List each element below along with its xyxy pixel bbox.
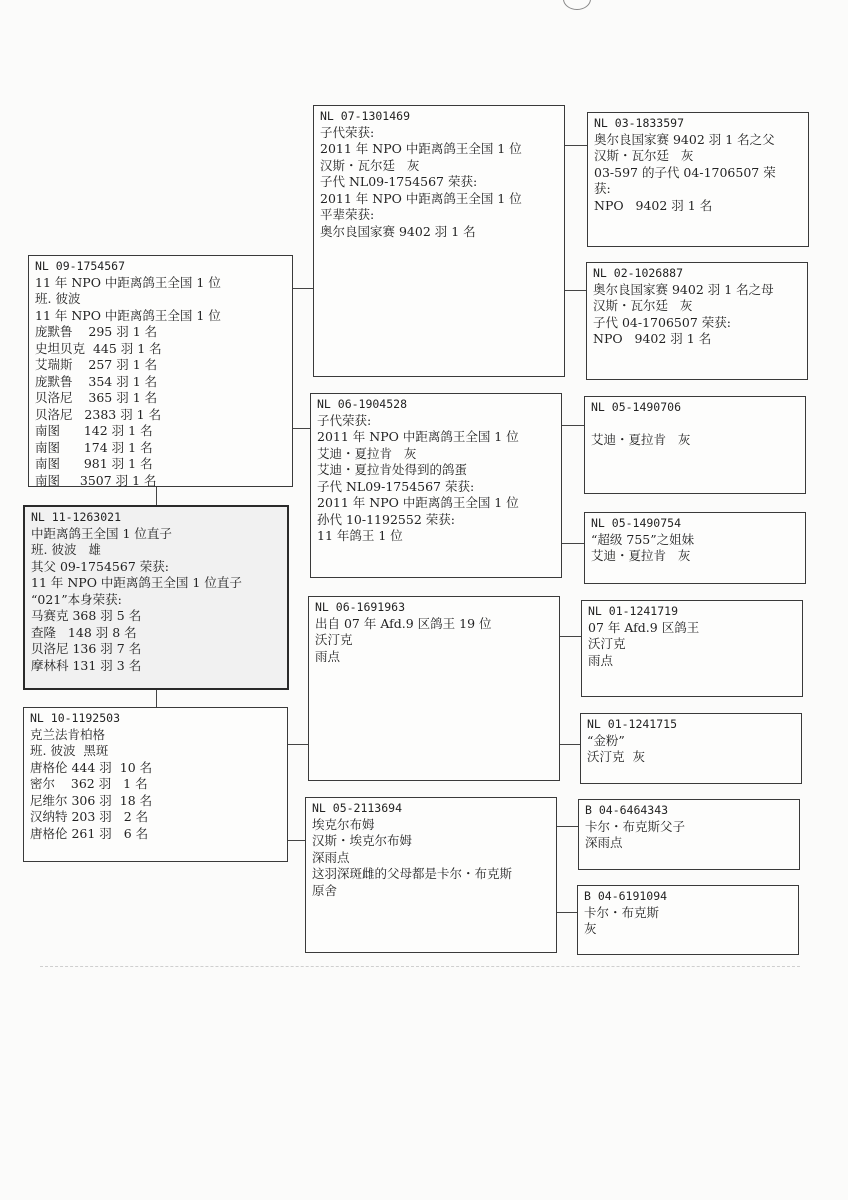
connector-subject-dam <box>156 690 157 707</box>
text-line: 原舍 <box>312 882 338 898</box>
text-line: 07 年 Afd.9 区鸽王 <box>588 619 700 635</box>
text-line: 贝洛尼 365 羽 1 名 <box>35 390 158 405</box>
text-line: 灰 <box>584 921 597 936</box>
text-line: 子代荣获: <box>317 412 372 428</box>
text-line: 卡尔・布克斯 <box>584 904 660 920</box>
sdd-card <box>584 512 806 584</box>
achievement-lines <box>587 733 795 766</box>
text-line: 艾迪・夏拉肯 灰 <box>591 432 691 447</box>
text-line: 庞默鲁 295 羽 1 名 <box>35 324 158 339</box>
ring-number: NL 05-1490706 <box>591 400 682 414</box>
text-line: 子代荣获: <box>320 124 375 140</box>
ring-number: NL 09-1754567 <box>35 259 126 273</box>
text-line: 中距离鸽王全国 1 位直子 <box>31 525 172 541</box>
achievement-lines <box>320 125 558 241</box>
achievement-lines <box>315 616 553 666</box>
dsd-card <box>580 713 802 784</box>
text-line: 史坦贝克 445 羽 1 名 <box>35 340 162 356</box>
text-line: 贝洛尼 136 羽 7 名 <box>31 641 142 656</box>
text-line: 这羽深斑雌的父母都是卡尔・布克斯 <box>312 866 513 881</box>
ring-number: NL 05-2113694 <box>312 801 403 815</box>
text-line: 奥尔良国家赛 9402 羽 1 名 <box>320 223 476 239</box>
ring-number: B 04-6191094 <box>584 889 668 903</box>
text-line: 唐格伦 444 羽 10 名 <box>30 759 153 775</box>
text-line: “超级 755”之姐妹 <box>591 531 695 547</box>
text-line: 密尔 362 羽 1 名 <box>30 776 148 791</box>
connector-dam-dd <box>288 840 305 841</box>
text-line: 2011 年 NPO 中距离鸽王全国 1 位 <box>320 190 522 206</box>
text-line: 沃汀克 <box>315 632 353 647</box>
ring-number: B 04-6464343 <box>585 803 669 817</box>
connector-dam-ds <box>288 744 308 745</box>
achievement-lines <box>588 620 796 670</box>
text-line: 2011 年 NPO 中距离鸽王全国 1 位 <box>320 141 522 156</box>
ring-number: NL 01-1241715 <box>587 717 678 731</box>
text-line: 艾迪・夏拉肯 灰 <box>591 548 691 563</box>
connector-ss-ssd <box>565 290 586 291</box>
text-line: 11 年 NPO 中距离鸽王全国 1 位 <box>35 274 221 290</box>
connector-sd-sdd <box>562 543 584 544</box>
text-line: 汉斯・瓦尔廷 灰 <box>320 157 420 173</box>
text-line: 班. 彼波 <box>35 291 81 306</box>
achievement-lines <box>593 282 801 348</box>
dam-dam-card <box>305 797 557 953</box>
ring-number: NL 05-1490754 <box>591 516 682 530</box>
text-line: 艾瑞斯 257 羽 1 名 <box>35 357 158 372</box>
text-line: 汉斯・埃克尔布姆 <box>312 833 413 848</box>
ring-number: NL 01-1241719 <box>588 604 679 618</box>
text-line: 庞默鲁 354 羽 1 名 <box>35 373 158 389</box>
text-line: 11 年 NPO 中距离鸽王全国 1 位直子 <box>31 575 242 590</box>
ring-number: NL 02-1026887 <box>593 266 684 280</box>
text-line: 2011 年 NPO 中距离鸽王全国 1 位 <box>317 429 519 444</box>
connector-sd-sds <box>562 425 584 426</box>
text-line: 埃克尔布姆 <box>312 816 375 832</box>
ddd-card <box>577 885 799 955</box>
text-line: 11 年鸽王 1 位 <box>317 528 403 543</box>
text-line: 尼维尔 306 羽 18 名 <box>30 792 153 808</box>
text-line: 贝洛尼 2383 羽 1 名 <box>35 406 162 422</box>
dss-card <box>581 600 803 697</box>
connector-ds-dsd <box>560 744 580 745</box>
page-bottom-rule <box>40 966 800 967</box>
text-line: 沃汀克 <box>588 636 626 651</box>
text-line: 子代 NL09-1754567 荣获: <box>320 174 478 189</box>
achievement-lines <box>594 132 802 215</box>
text-line: 平辈荣获: <box>320 207 375 222</box>
ring-number: NL 07-1301469 <box>320 109 411 123</box>
text-line: 11 年 NPO 中距离鸽王全国 1 位 <box>35 307 221 323</box>
text-line: 子代 04-1706507 荣获: <box>593 314 731 330</box>
ring-number: NL 06-1691963 <box>315 600 406 614</box>
ring-number: NL 10-1192503 <box>30 711 121 725</box>
connector-ds-dss <box>560 636 581 637</box>
text-line: “021”本身荣获: <box>31 591 122 607</box>
text-line: 雨点 <box>315 648 341 664</box>
text-line: 2011 年 NPO 中距离鸽王全国 1 位 <box>317 495 519 510</box>
text-line: NPO 9402 羽 1 名 <box>594 197 713 213</box>
text-line: 子代 NL09-1754567 荣获: <box>317 478 475 494</box>
sire-dam-card <box>310 393 562 578</box>
text-line: 卡尔・布克斯父子 <box>585 818 686 834</box>
achievement-lines <box>317 413 555 545</box>
connector-dd-ddd <box>557 912 577 913</box>
achievement-lines <box>585 819 793 852</box>
text-line: 摩林科 131 羽 3 名 <box>31 657 142 673</box>
text-line: 班. 彼波 黑斑 <box>30 743 109 758</box>
dam-card <box>23 707 288 862</box>
achievement-lines <box>31 526 281 675</box>
text-line: 获: <box>594 181 611 196</box>
achievement-lines <box>312 817 550 900</box>
sds-card <box>584 396 806 494</box>
connector-sire-sd <box>293 428 310 429</box>
ring-number: NL 11-1263021 <box>31 510 122 524</box>
subject-pigeon-card <box>23 505 289 690</box>
achievement-lines <box>591 532 799 565</box>
text-line: 深雨点 <box>585 835 623 850</box>
achievement-lines <box>35 275 286 488</box>
connector-ss-sss <box>565 145 587 146</box>
ring-number: NL 06-1904528 <box>317 397 408 411</box>
text-line: 汉纳特 203 羽 2 名 <box>30 809 149 824</box>
text-line: 查隆 148 羽 8 名 <box>31 624 137 640</box>
text-line: 马赛克 368 羽 5 名 <box>31 608 142 623</box>
text-line: 唐格伦 261 羽 6 名 <box>30 825 149 841</box>
text-line: 艾迪・夏拉肯处得到的鸽蛋 <box>317 462 468 477</box>
text-line: 南图 3507 羽 1 名 <box>35 472 157 487</box>
dds-card <box>578 799 800 870</box>
sss-card <box>587 112 809 247</box>
text-line <box>591 416 799 433</box>
sire-card <box>28 255 293 487</box>
connector-subject-sire <box>156 487 157 505</box>
text-line: 孙代 10-1192552 荣获: <box>317 511 455 527</box>
text-line: “金粉” <box>587 732 625 748</box>
text-line: 沃汀克 灰 <box>587 749 645 764</box>
text-line: 艾迪・夏拉肯 灰 <box>317 445 417 461</box>
text-line: 南图 142 羽 1 名 <box>35 423 153 438</box>
ssd-card <box>586 262 808 380</box>
text-line: 克兰法肯柏格 <box>30 726 106 742</box>
text-line: 雨点 <box>588 652 614 668</box>
achievement-lines <box>30 727 281 843</box>
scan-corner-mark <box>563 0 591 10</box>
text-line: 南图 981 羽 1 名 <box>35 456 153 471</box>
dam-sire-card <box>308 596 560 781</box>
connector-sire-ss <box>293 288 313 289</box>
text-line: 汉斯・瓦尔廷 灰 <box>594 148 694 163</box>
text-line: NPO 9402 羽 1 名 <box>593 331 712 346</box>
connector-dd-dds <box>557 826 578 827</box>
text-line: 班. 彼波 雄 <box>31 542 101 557</box>
achievement-lines <box>591 416 799 449</box>
ring-number: NL 03-1833597 <box>594 116 685 130</box>
text-line: 南图 174 羽 1 名 <box>35 439 153 455</box>
text-line: 奥尔良国家赛 9402 羽 1 名之母 <box>593 281 774 297</box>
text-line: 出自 07 年 Afd.9 区鸽王 19 位 <box>315 615 492 631</box>
text-line: 其父 09-1754567 荣获: <box>31 558 169 574</box>
text-line: 汉斯・瓦尔廷 灰 <box>593 298 693 313</box>
sire-sire-card <box>313 105 565 377</box>
text-line: 03-597 的子代 04-1706507 荣 <box>594 164 776 180</box>
achievement-lines <box>584 905 792 938</box>
text-line: 深雨点 <box>312 849 350 865</box>
text-line: 奥尔良国家赛 9402 羽 1 名之父 <box>594 131 775 147</box>
